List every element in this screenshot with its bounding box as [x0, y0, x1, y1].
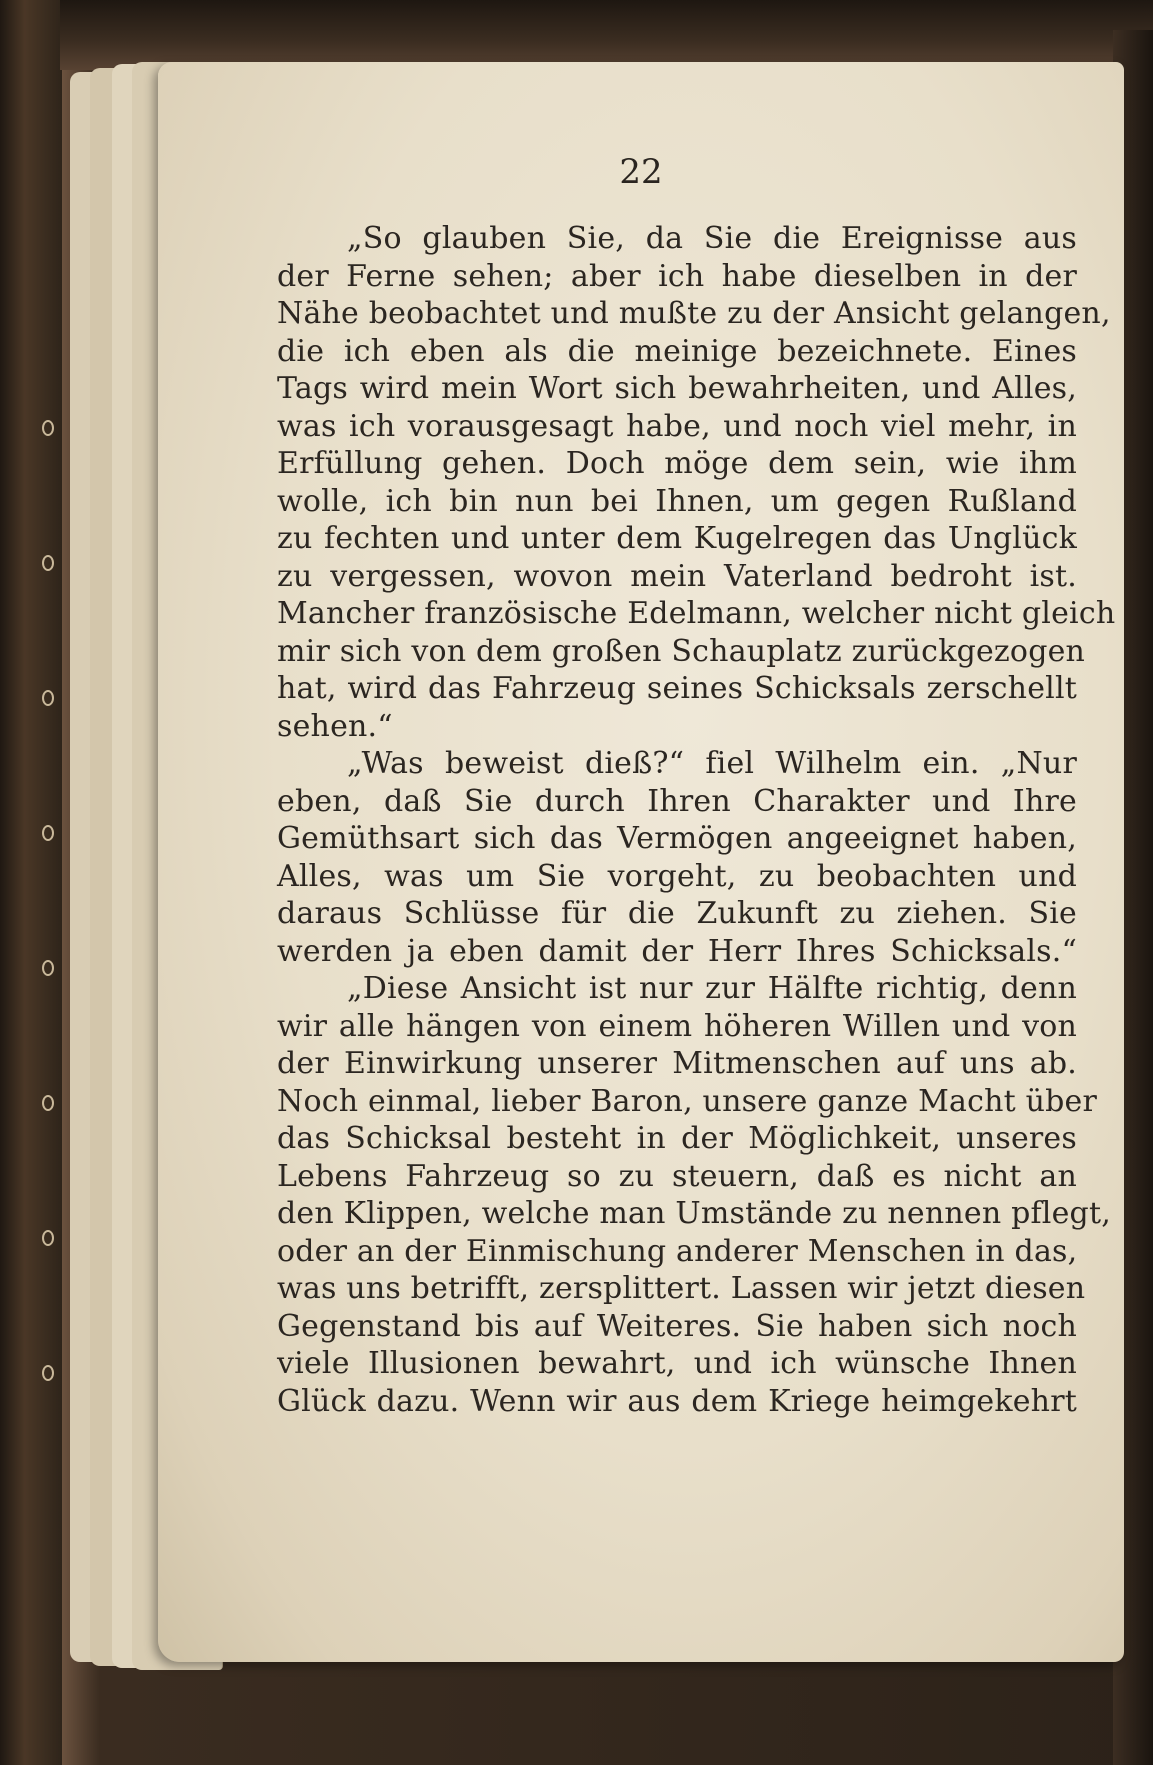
text-line: Tags wird mein Wort sich bewahrheiten, und Alles,: [277, 371, 1077, 406]
book-spine: [0, 0, 62, 1765]
text-line: „Was beweist dieß?“ fiel Wilhelm ein. „Nur: [347, 746, 1077, 781]
spine-ornament: [42, 1230, 54, 1246]
text-line: „Diese Ansicht ist nur zur Hälfte richtig, denn: [347, 971, 1077, 1006]
text-line: wir alle hängen von einem höheren Willen und von: [277, 1008, 1077, 1044]
text-line: Mancher französische Edelmann, welcher nicht gleich: [277, 596, 1116, 631]
spine-ornament: [42, 420, 54, 436]
text-line: Nähe beobachtet und mußte zu der Ansicht gelangen,: [277, 296, 1111, 331]
text-line: Noch einmal, lieber Baron, unsere ganze Macht über: [277, 1083, 1098, 1119]
text-line: das Schicksal besteht in der Möglichkeit, unseres: [277, 1121, 1077, 1156]
text-line: viele Illusionen bewahrt, und ich wünsche Ihnen: [277, 1346, 1077, 1381]
spine-ornament: [42, 1095, 54, 1111]
spine-ornament: [42, 555, 54, 571]
text-line: Gegenstand bis auf Weiteres. Sie haben sich noch: [277, 1308, 1077, 1344]
text-line: mir sich von dem großen Schauplatz zurückgezogen: [277, 633, 1086, 669]
book-page: [158, 62, 1124, 1662]
text-line: der Ferne sehen; aber ich habe dieselben in der: [277, 258, 1077, 294]
spine-ornament: [42, 960, 54, 976]
text-line: den Klippen, welche man Umstände zu nennen pflegt,: [277, 1196, 1111, 1231]
text-line: Glück dazu. Wenn wir aus dem Kriege heimgekehrt: [277, 1383, 1077, 1419]
book-cover-top: [60, 0, 1153, 70]
text-line: „So glauben Sie, da Sie die Ereignisse aus: [347, 221, 1077, 256]
text-line: eben, daß Sie durch Ihren Charakter und Ihre: [277, 783, 1077, 819]
spine-ornament: [42, 825, 54, 841]
text-line: was uns betrifft, zersplittert. Lassen wir jetzt diesen: [277, 1271, 1086, 1306]
page-body-text: [277, 220, 1116, 1420]
text-line: hat, wird das Fahrzeug seines Schicksals zerschellt: [277, 671, 1077, 706]
text-line: zu vergessen, wovon mein Vaterland bedroht ist.: [277, 558, 1077, 594]
text-line: zu fechten und unter dem Kugelregen das Unglück: [277, 521, 1077, 556]
spine-ornament: [42, 690, 54, 706]
text-line: Erfüllung gehen. Doch möge dem sein, wie ihm: [277, 446, 1077, 481]
text-line: werden ja eben damit der Herr Ihres Schicksals.“: [277, 933, 1077, 969]
text-line: daraus Schlüsse für die Zukunft zu ziehen. Sie: [277, 896, 1077, 931]
text-line: was ich vorausgesagt habe, und noch viel mehr, in: [277, 408, 1077, 444]
text-line: die ich eben als die meinige bezeichnete. Eines: [277, 333, 1077, 369]
page-number: 22: [619, 152, 663, 192]
spine-ornament: [42, 1365, 54, 1381]
text-line: Gemüthsart sich das Vermögen angeeignet haben,: [277, 821, 1077, 856]
text-line: wolle, ich bin nun bei Ihnen, um gegen Rußland: [277, 483, 1077, 519]
text-line: sehen.“: [277, 708, 393, 744]
text-line: Lebens Fahrzeug so zu steuern, daß es nicht an: [277, 1158, 1077, 1194]
text-line: oder an der Einmischung anderer Menschen in das,: [277, 1233, 1078, 1269]
text-line: Alles, was um Sie vorgeht, zu beobachten und: [277, 858, 1077, 894]
text-line: der Einwirkung unserer Mitmenschen auf uns ab.: [277, 1046, 1077, 1081]
